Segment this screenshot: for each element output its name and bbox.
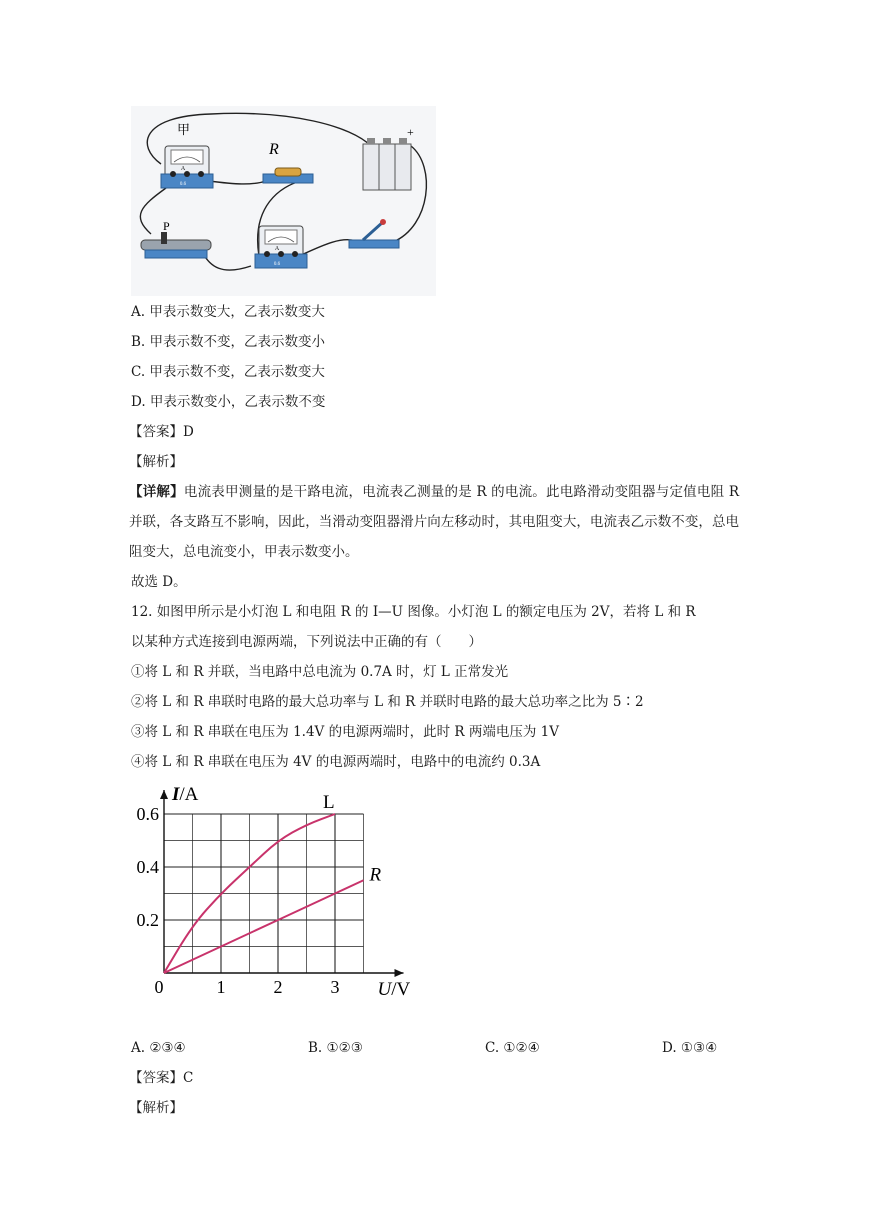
q12-analysis-tag: 【解析】: [129, 1100, 183, 1116]
q12-option-d: D. ①③④: [662, 1040, 718, 1056]
q12-option-a: A. ②③④: [131, 1040, 186, 1056]
q12-statement-4: ④将 L 和 R 串联在电压为 4V 的电源两端时，电路中的电流约 0.3A: [131, 754, 541, 770]
q12-stem-line2: 以某种方式连接到电源两端，下列说法中正确的有（ ）: [131, 634, 482, 650]
answer-value: D: [183, 424, 194, 440]
q11-option-a: A. 甲表示数变大，乙表示数变大: [131, 304, 325, 320]
q11-conclusion: 故选 D。: [131, 574, 187, 590]
ammeter-jia-range: 0.6: [179, 182, 187, 187]
ammeter-jia-letter: A: [180, 166, 186, 172]
y-axis-title: I/A: [172, 784, 199, 805]
x-tick-label: 2: [273, 977, 283, 997]
q12-answer: [129, 1068, 193, 1088]
answer-tag: 【答案】: [129, 1070, 183, 1086]
circuit-figure: [131, 106, 436, 296]
detail-tag: 【详解】: [129, 484, 184, 500]
q11-answer: [129, 422, 194, 442]
q11-option-b: B. 甲表示数不变，乙表示数变小: [131, 334, 326, 350]
q11-analysis-tag: 【解析】: [129, 454, 183, 470]
y-axis-arrow: [160, 790, 168, 799]
x-tick-label: 1: [216, 977, 226, 997]
ammeter-jia-label: 甲: [177, 122, 191, 137]
resistor-r-label: R: [269, 141, 279, 158]
series-label-L: L: [323, 792, 335, 813]
ammeter-yi: [255, 226, 307, 268]
detail-text: 电流表甲测量的是干路电流，电流表乙测量的是 R 的电流。此电路滑动变阻器与定值电阻 R 并联，各支路互不影响，因此，当滑动变阻器滑片向左移动时，其电阻变大，电流表乙示数不变，总电阻变大，总电流变小，甲表示数变小。: [129, 484, 740, 560]
battery-plus-label: +: [407, 125, 414, 139]
q12-statement-3: ③将 L 和 R 串联在电压为 1.4V 的电源两端时，此时 R 两端电压为 1V: [131, 724, 559, 740]
chart-axes: [160, 790, 404, 977]
battery: [363, 138, 411, 190]
series-label-R: R: [369, 864, 382, 886]
rheostat-slider-label: P: [163, 219, 170, 233]
q11-detail: [129, 477, 739, 567]
q12-stem-line1: 12. 如图甲所示是小灯泡 L 和电阻 R 的 I—U 图像。小灯泡 L 的额定电压为 2V，若将 L 和 R: [131, 604, 696, 620]
x-axis-title: U/V: [377, 979, 411, 1000]
y-tick-label: 0.6: [136, 804, 159, 824]
q12-statement-1: ①将 L 和 R 并联，当电路中总电流为 0.7A 时，灯 L 正常发光: [131, 664, 509, 680]
q12-option-c: C. ①②④: [485, 1040, 540, 1056]
y-tick-label: 0.2: [136, 910, 159, 930]
origin-label: 0: [154, 977, 164, 997]
q12-statement-2: ②将 L 和 R 串联时电路的最大总功率与 L 和 R 并联时电路的最大总功率之比为 5∶2: [131, 694, 644, 710]
q11-option-d: D. 甲表示数变小，乙表示数不变: [131, 394, 326, 410]
x-axis-arrow: [395, 969, 404, 977]
ammeter-jia: [161, 146, 213, 188]
answer-tag: 【答案】: [129, 424, 183, 440]
iu-chart: [120, 778, 420, 1008]
ammeter-yi-range: 0.6: [273, 262, 281, 267]
ammeter-yi-letter: A: [274, 246, 280, 252]
x-tick-label: 3: [330, 977, 340, 997]
q11-option-c: C. 甲表示数不变，乙表示数变大: [131, 364, 325, 380]
q12-option-b: B. ①②③: [308, 1040, 363, 1056]
answer-value: C: [183, 1070, 194, 1086]
y-tick-label: 0.4: [136, 857, 159, 877]
